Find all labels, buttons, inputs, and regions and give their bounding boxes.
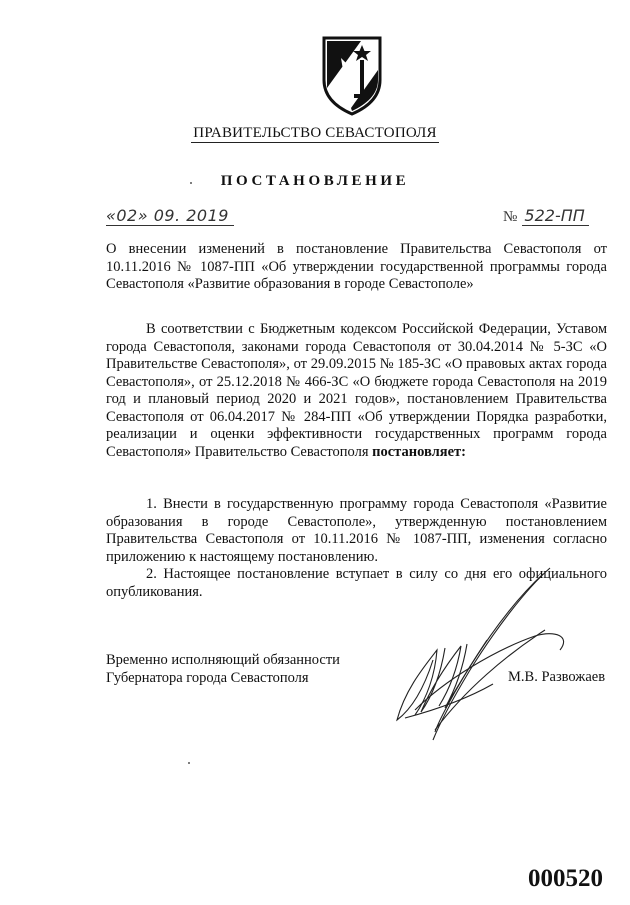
document-date: «02» 09. 2019: [106, 206, 234, 226]
scan-speck: [190, 182, 192, 184]
document-number: [503, 206, 603, 226]
resolves-keyword: постановляет:: [372, 443, 466, 460]
signatory-title: [106, 652, 340, 687]
government-title: ПРАВИТЕЛЬСТВО СЕВАСТОПОЛЯ: [193, 125, 437, 141]
resolution-item-2: 2. Настоящее постановление вступает в силу со дня его официального опубликования.: [106, 566, 607, 600]
document-subject: О внесении изменений в постановление Правительства Севастополя от 10.11.2016 № 1087-ПП «Об утверждении государственной программы города Севастополя «Развитие образования в городе Севастополе»: [106, 241, 607, 292]
document-type-heading: ПОСТАНОВЛЕНИЕ: [220, 173, 410, 189]
scan-speck: [188, 762, 190, 764]
handwritten-signature: [375, 560, 595, 750]
signatory-name: М.В. Развожаев: [508, 669, 606, 685]
resolution-item-1: 1. Внести в государственную программу города Севастополя «Развитие образования в городе Севастополе», утвержденную постановлением Правительства Севастополя от 10.11.2016 № 1087-ПП, изменения согласно приложению к настоящему постановлению.: [106, 496, 607, 565]
signatory-title-line-1: Временно исполняющий обязанности: [106, 652, 340, 668]
coat-of-arms-emblem: [321, 36, 383, 116]
registration-number: 000520: [528, 865, 603, 892]
number-sign: №: [503, 209, 518, 225]
preamble-text: В соответствии с Бюджетным кодексом Российской Федерации, Уставом города Севастополя, законами города Севастополя от 30.04.2014 № 5-ЗС «О Правительстве Севастополя», от 29.09.2015 № 185-ЗС «О правовых актах города Севастополя», от 25.12.2018 № 466-ЗС «О бюджете города Севастополя на 2019 год и плановый период 2020 и 2021 годов», постановлением Правительства Севастополя от 06.04.2017 № 284-ПП «Об утверждении Порядка разработки, реализации и оценки эффективности государственных программ города Севастополя» Правительство Севастополя: [106, 321, 607, 460]
signatory-title-line-2: Губернатора города Севастополя: [106, 669, 309, 686]
number-value: 522-ПП: [522, 206, 588, 226]
preamble-paragraph: [106, 321, 607, 461]
